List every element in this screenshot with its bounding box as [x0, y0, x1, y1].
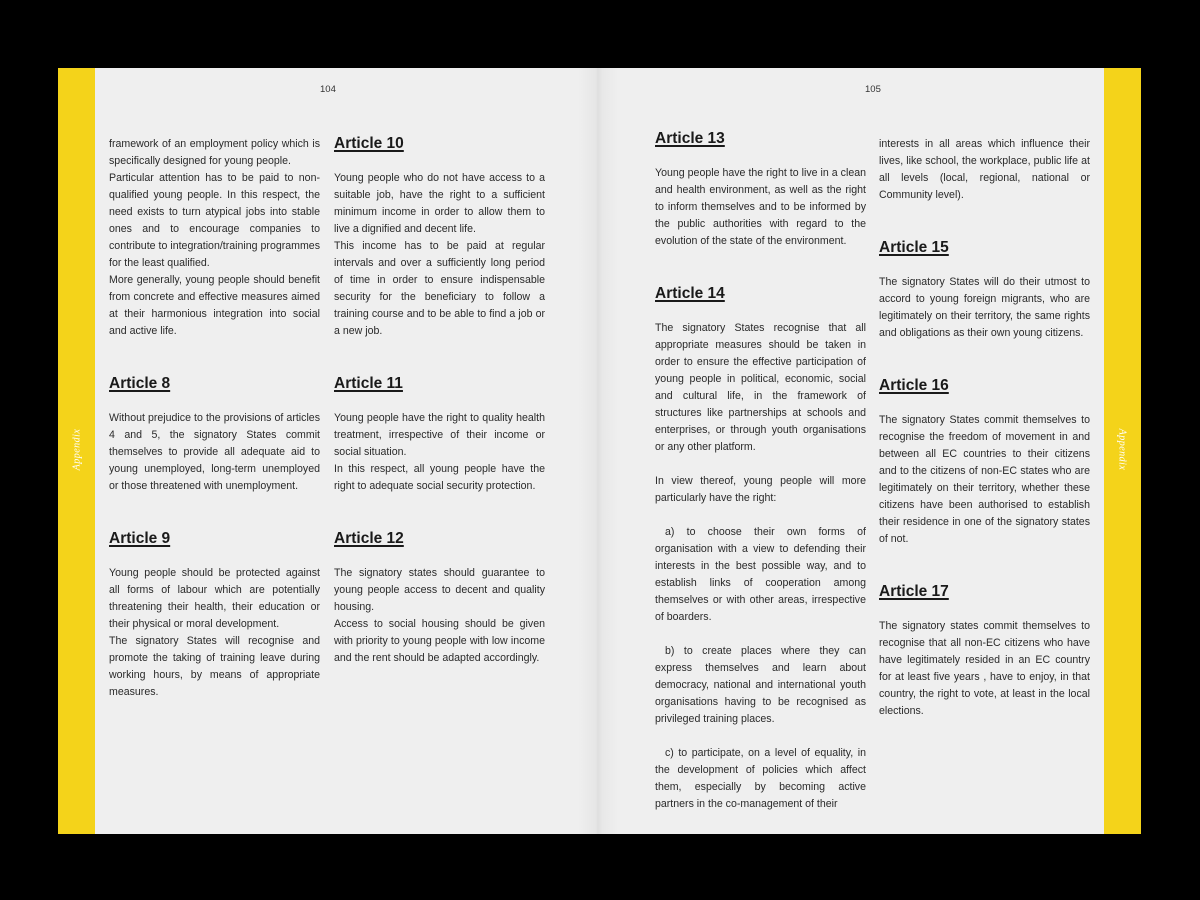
article-14-item-a: a) to choose their own forms of organisation with a view to defending their interests in the best possible way, and to establish links of cooperation among themselves or with other areas, irrespective of boarders. — [655, 526, 866, 623]
article-14-text: The signatory States recognise that all appropriate measures should be taken in order to ensure the effective participation of young people in political, economic, social and cultural life, in the framework of structures like partnerships at schools and enterprises, or through youth organisations or any other platform. — [655, 322, 866, 453]
article-14-item-c: c) to participate, on a level of equality, in the development of policies which affect them, especially by becoming active partners in the co-management of their — [655, 747, 866, 810]
article-8-heading: Article 8 — [109, 375, 171, 392]
article-17-text: The signatory states commit themselves to recognise that all non-EC citizens who have have legitimately resided in an EC country for at least five years , have to enjoy, in that country, the right to vote, at least in the local elections. — [879, 620, 1090, 717]
article-14-text-2: In view thereof, young people will more particularly have the right: — [655, 475, 866, 504]
article-17-heading: Article 17 — [879, 583, 949, 600]
article-10-heading: Article 10 — [334, 135, 404, 152]
page-gutter — [578, 68, 618, 834]
column-1 — [109, 136, 320, 701]
article-14-item-b: b) to create places where they can express themselves and learn about democracy, national and international youth organisations having to be recognised as privileged training places. — [655, 645, 866, 725]
article-15-text: The signatory States will do their utmost to accord to young foreign migrants, who are legitimately on their territory, the same rights and obligations as their own young citizens. — [879, 276, 1090, 339]
article-12-text: The signatory states should guarantee to young people access to decent and quality housing. Access to social housing should be given with priority to young people with low income and the rent should be adapted accordingly. — [334, 567, 545, 664]
article-13-heading: Article 13 — [655, 130, 725, 147]
intro-paragraph: framework of an employment policy which is specifically designed for young people. Particular attention has to be paid to non-qualified young people. In this respect, the need exists to turn atypical jobs into stable ones and to encourage companies to contribute to integration/training programmes for the least qualified. More generally, young people should benefit from concrete and effective measures aimed at their harmonious integration into social and active life. — [109, 138, 320, 337]
article-14-heading: Article 14 — [655, 285, 725, 302]
article-13-text: Young people have the right to live in a clean and health environment, as well as the right to inform themselves and to be informed by the public authorities with regard to the evolution of the state of the environment. — [655, 167, 866, 247]
left-yellow-margin — [58, 68, 95, 834]
article-9-text: Young people should be protected against all forms of labour which are potentially threatening their health, their education or their physical or moral development. The signatory States will recognise and promote the taking of training leave during working hours, by means of appropriate measures. — [109, 567, 320, 698]
right-side-label: Appendix — [1116, 428, 1128, 471]
article-8-text: Without prejudice to the provisions of articles 4 and 5, the signatory States commit themselves to provide all adequate aid to young unemployed, long-term unemployed or those threatened with unemployment. — [109, 412, 320, 492]
article-14-continuation: interests in all areas which influence their lives, like school, the workplace, public life at all levels (local, regional, national or Community level). — [879, 138, 1090, 201]
article-16-text: The signatory States commit themselves to recognise the freedom of movement in and between all EC countries to their citizens and to the citizens of non-EC states who are legitimately on their territory, whether these citizens have been authorised to establish their residence in one of the signatory states of not. — [879, 414, 1090, 545]
left-page-number: 104 — [320, 84, 336, 95]
column-3 — [655, 129, 866, 813]
right-yellow-margin — [1104, 68, 1141, 834]
book-spread — [58, 68, 1141, 834]
right-page-number: 105 — [865, 84, 881, 95]
article-12-heading: Article 12 — [334, 530, 404, 547]
article-16-heading: Article 16 — [879, 377, 949, 394]
article-15-heading: Article 15 — [879, 239, 949, 256]
article-9-heading: Article 9 — [109, 530, 171, 547]
left-side-label: Appendix — [71, 428, 83, 471]
article-11-text: Young people have the right to quality health treatment, irrespective of their income or social situation. In this respect, all young people have the right to adequate social security protection. — [334, 412, 545, 492]
column-4 — [879, 136, 1090, 720]
column-2 — [334, 134, 545, 667]
article-10-text: Young people who do not have access to a suitable job, have the right to a sufficient minimum income in order to allow them to live a dignified and decent life. This income has to be paid at regular intervals and over a sufficiently long period of time in order to ensure indispensable security for the beneficiary to follow a training course and to be able to find a job or a new job. — [334, 172, 545, 337]
article-11-heading: Article 11 — [334, 375, 403, 392]
